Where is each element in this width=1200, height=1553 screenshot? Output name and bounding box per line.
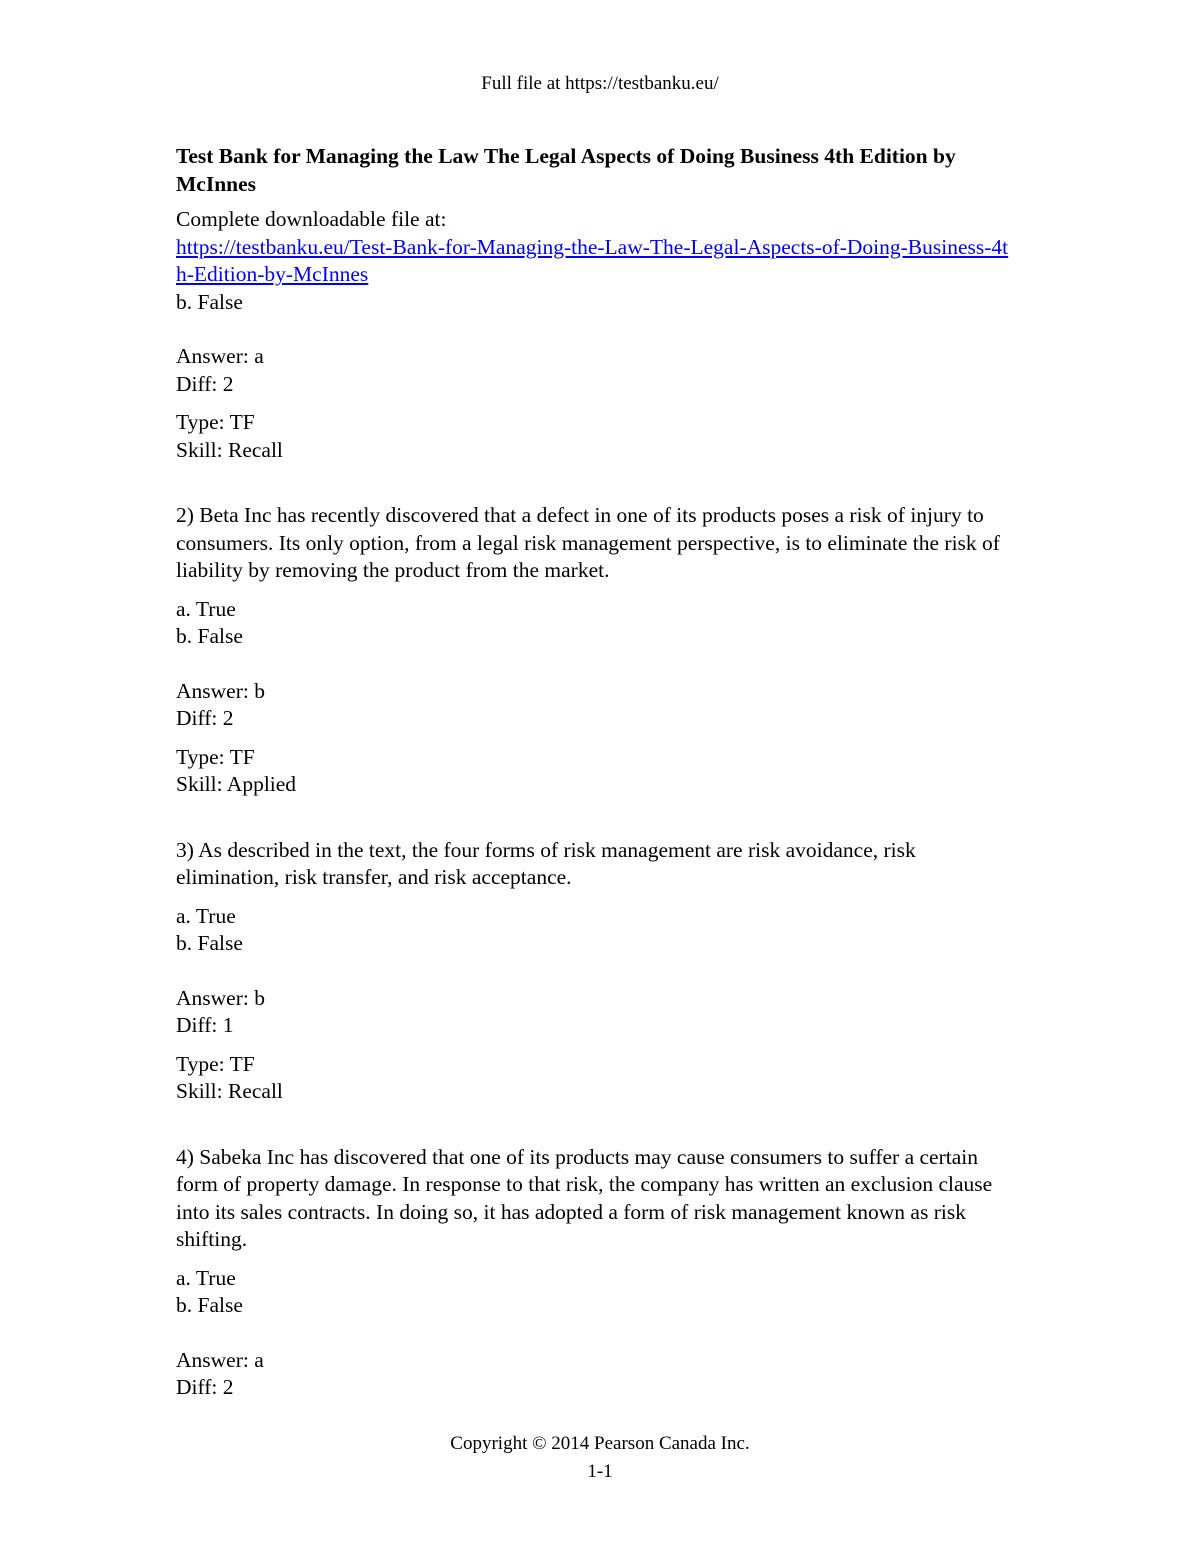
- document-title: Test Bank for Managing the Law The Legal Aspects of Doing Business 4th Edition by McInnes: [176, 144, 956, 196]
- question-2-text: 2) Beta Inc has recently discovered that a defect in one of its products poses a risk of injury to consumers. Its only option, from a legal risk management perspective, is to eliminate the risk of liability by removing the product from the market.: [176, 503, 1000, 582]
- question-1-option-b: b. False: [176, 289, 243, 314]
- page-header: Full file at https://testbanku.eu/: [481, 73, 719, 94]
- question-2-diff: Diff: 2: [176, 706, 234, 730]
- download-link[interactable]: https://testbanku.eu/Test-Bank-for-Managing-the-Law-The-Legal-Aspects-of-Doing-Business-4th-Edition-by-McInnes: [176, 234, 1009, 286]
- question-1-answer: Answer: a: [176, 344, 264, 368]
- question-2-option-a: a. True: [176, 596, 236, 621]
- question-3-option-a: a. True: [176, 903, 236, 928]
- question-3-type: Type: TF: [176, 1051, 255, 1076]
- download-label: Complete downloadable file at:: [176, 207, 447, 231]
- question-3: [176, 837, 1016, 1106]
- question-3-answer: Answer: b: [176, 985, 265, 1010]
- question-4-option-a: a. True: [176, 1265, 236, 1290]
- question-1-type: Type: TF: [176, 410, 255, 434]
- question-3-skill: Skill: Recall: [176, 1079, 283, 1103]
- question-1-fragment: [176, 289, 1016, 465]
- question-2-skill: Skill: Applied: [176, 772, 297, 796]
- question-4: [176, 1144, 1016, 1402]
- question-2-option-b: b. False: [176, 624, 243, 648]
- question-3-option-b: b. False: [176, 931, 243, 955]
- question-1-diff: Diff: 2: [176, 371, 234, 396]
- question-3-diff: Diff: 1: [176, 1013, 234, 1037]
- question-2-answer: Answer: b: [176, 678, 265, 703]
- copyright-notice: Copyright © 2014 Pearson Canada Inc.: [450, 1433, 750, 1454]
- question-4-text: 4) Sabeka Inc has discovered that one of its products may cause consumers to suffer a certain form of property damage. In response to that risk, the company has written an exclusion clause into its sales contracts. In doing so, it has adopted a form of risk management known as risk shifting.: [176, 1144, 993, 1251]
- question-4-answer: Answer: a: [176, 1347, 264, 1372]
- question-4-option-b: b. False: [176, 1293, 243, 1317]
- document-body: [176, 143, 1016, 1402]
- question-3-text: 3) As described in the text, the four forms of risk management are risk avoidance, risk elimination, risk transfer, and risk acceptance.: [176, 837, 916, 889]
- question-2: [176, 502, 1016, 799]
- question-1-skill: Skill: Recall: [176, 437, 283, 462]
- question-2-type: Type: TF: [176, 744, 255, 769]
- question-4-diff: Diff: 2: [176, 1375, 234, 1399]
- page-number: 1-1: [587, 1461, 613, 1482]
